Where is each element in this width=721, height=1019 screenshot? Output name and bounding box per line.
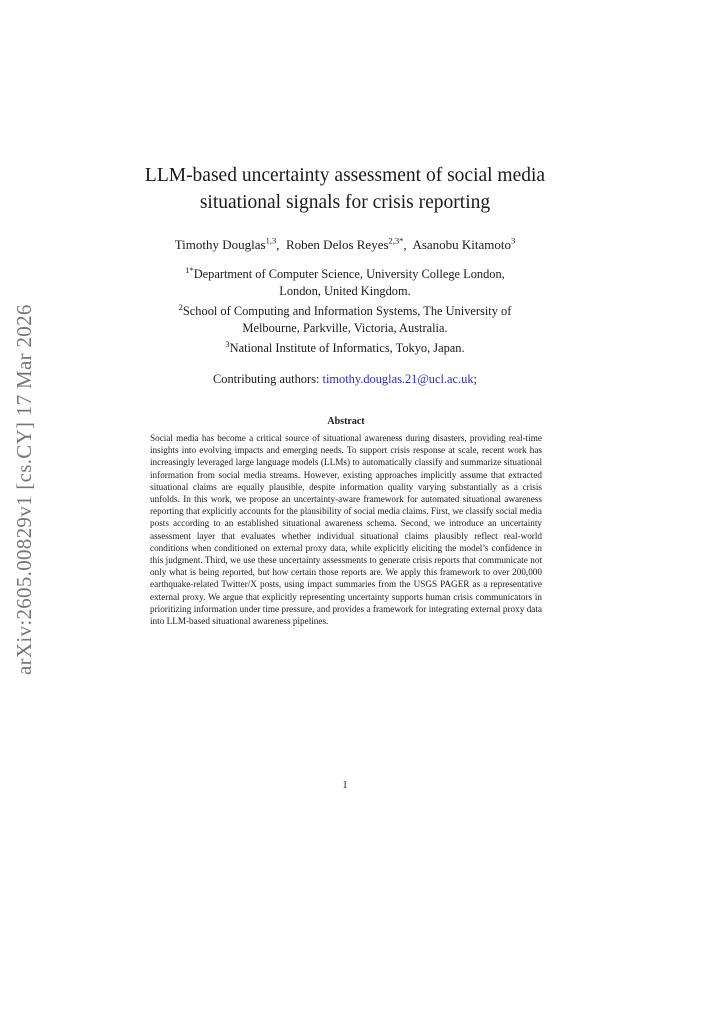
affiliation-2-line-2: Melbourne, Parkville, Victoria, Australia. xyxy=(242,320,448,335)
arxiv-side-stamp: arXiv:2605.00829v1 [cs.CY] 17 Mar 2026 xyxy=(12,304,36,675)
affiliations xyxy=(130,262,560,357)
contributing-suffix: ; xyxy=(473,372,477,386)
paper-title xyxy=(100,162,590,216)
affiliation-1-line-2: London, United Kingdom. xyxy=(279,283,411,298)
abstract-heading: Abstract xyxy=(327,416,365,427)
affiliation-1-line-1: $^{1*}$Department of Computer Science, University College London, xyxy=(185,265,505,282)
author-3: Asanobu Kitamoto$^3$ xyxy=(412,236,516,253)
contributing-authors xyxy=(100,372,590,387)
author-list: Timothy Douglas$^{1,3}$, Roben Delos Reyes$^{2,3*}$, Asanobu Kitamoto$^3$ xyxy=(174,236,516,253)
contributing-label: Contributing authors: xyxy=(213,372,320,386)
title-line-1: LLM-based uncertainty assessment of social media xyxy=(144,165,546,186)
abstract-text: Social media has become a critical source of situational awareness during disasters, providing real-time insights into evolving impacts and emerging needs. To support crisis response at scale, recent work has increasingly leveraged large language models (LLMs) to automatically classify and summarize situational information from social media streams. However, existing approaches implicitly assume that extracted situational claims are equally plausible, despite information quality varying substantially as a crisis unfolds. In this work, we propose an uncertainty-aware framework for automated situational awareness reporting that explicitly accounts for the plausibility of social media claims. First, we classify social media posts according to an established situational awareness schema. Second, we introduce an uncertainty assessment layer that evaluates whether individual situational claims plausibly reflect real-world conditions when conditioned on external proxy data, while explicitly eliciting the model’s confidence in this judgment. Third, we use these uncertainty assessments to generate crisis reports that communicate not only what is being reported, but how certain those reports are. We apply this framework to over 200,000 earthquake-related Twitter/X posts, using impact summaries from the USGS PAGER as a representative external proxy. We argue that explicitly representing uncertainty supports human crisis communicators in prioritizing information under time pressure, and provides a framework for integrating external proxy data into LLM-based situational awareness pipelines. xyxy=(150,433,542,627)
affiliation-3-line-1: $^3$National Institute of Informatics, Tokyo, Japan. xyxy=(225,339,465,356)
affiliation-2-line-1: $^2$School of Computing and Information Systems, The University of xyxy=(178,302,512,319)
title-line-2: situational signals for crisis reporting xyxy=(199,192,491,213)
author-1: Timothy Douglas$^{1,3}$ xyxy=(174,236,277,253)
page-number: 1 xyxy=(342,780,348,791)
contact-email-link[interactable]: timothy.douglas.21@ucl.ac.uk xyxy=(322,372,474,386)
author-2: Roben Delos Reyes$^{2,3*}$ xyxy=(285,236,404,253)
